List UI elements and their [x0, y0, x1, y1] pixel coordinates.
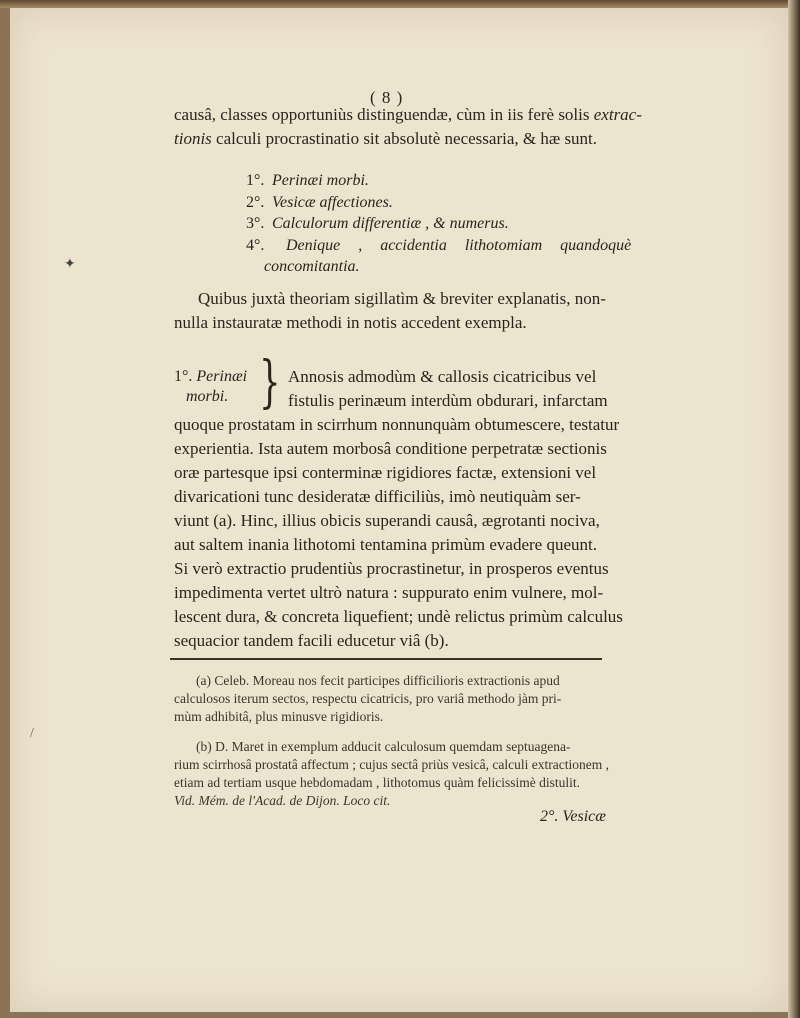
- margin-tick-icon: /: [30, 726, 34, 741]
- class-text: Calculorum differentiæ , & numerus.: [272, 215, 509, 232]
- catchword: 2°. Vesicæ: [540, 808, 606, 825]
- section-line-1: Annosis admodùm & callosis cicatricibus vel: [288, 367, 597, 386]
- footnote-b-line-1: (b) D. Maret in exemplum adducit calculosum quemdam septuagena-: [196, 739, 571, 754]
- section-line-8: aut saltem inania lithotomi tentamina primùm evadere queunt.: [174, 535, 597, 554]
- intro-line-1: [174, 104, 642, 126]
- section-line-3: quoque prostatam in scirrhum nonnunquàm obtumescere, testatur: [174, 415, 620, 434]
- class-item-2: [246, 194, 393, 212]
- section-label-line-1: [174, 366, 247, 388]
- class-num: 3°.: [246, 215, 265, 232]
- section-line-12: sequacior tandem facili educetur viâ (b).: [174, 631, 449, 650]
- footnote-b-line-3: etiam ad tertiam usque hebdomadam , lithotomus quàm felicissimè distulit.: [174, 775, 581, 790]
- class-text: Vesicæ affectiones.: [272, 194, 393, 211]
- brace-icon: }: [259, 350, 281, 415]
- section-line-11: lescent dura, & concreta liquefient; undè relictus primùm calculus: [174, 607, 623, 626]
- footnote-b-line-2: rium scirrhosâ prostatâ affectum ; cujus sectâ priùs vesicâ, calculi extractionem ,: [174, 757, 609, 772]
- section-line-10: impedimenta vertet ultrò natura : suppurato enim vulnere, mol-: [174, 583, 604, 602]
- class-num: 4°.: [246, 237, 265, 254]
- section-line-2: fistulis perinæum interdùm obdurari, infarctam: [288, 391, 608, 410]
- section-num: 1°.: [174, 368, 193, 385]
- book-spine: [788, 0, 800, 1018]
- intro-line-2: [174, 128, 597, 150]
- intro-italic: extrac-: [593, 105, 642, 124]
- class-text: Perinæi morbi.: [272, 172, 369, 189]
- top-edge: [0, 0, 800, 8]
- class-item-3: [246, 215, 509, 233]
- footnote-a-line-1: (a) Celeb. Moreau nos fecit participes difficilioris extractionis apud: [196, 673, 560, 688]
- class-num: 1°.: [246, 172, 265, 189]
- section-label-line-2: morbi.: [186, 388, 229, 405]
- section-line-7: viunt (a). Hinc, illius obicis superandi causâ, ægrotanti nociva,: [174, 511, 600, 530]
- class-item-4-cont: [264, 258, 360, 276]
- quibus-line-2: nulla instauratæ methodi in notis accedent exempla.: [174, 313, 527, 332]
- section-label: Perinæi: [196, 368, 248, 385]
- page-number: ( 8 ): [370, 88, 404, 107]
- footnote-separator: [170, 658, 602, 660]
- class-text: Denique , accidentia lithotomiam quandoquè: [286, 237, 632, 254]
- footnote-a-line-3: mùm adhibitâ, plus minusve rigidioris.: [174, 709, 384, 724]
- intro-italic: tionis: [174, 129, 212, 148]
- class-item-1: [246, 172, 369, 190]
- margin-mark-icon: ✦: [64, 257, 76, 272]
- footnote-a-line-2: calculosos iterum sectos, respectu cicatricis, pro variâ methodo jàm pri-: [174, 691, 562, 706]
- class-text: concomitantia.: [264, 258, 360, 275]
- class-num: 2°.: [246, 194, 265, 211]
- footnote-b-line-4: Vid. Mém. de l'Acad. de Dijon. Loco cit.: [174, 793, 391, 808]
- section-line-6: divaricationi tunc desideratæ difficiliùs, imò neutiquàm ser-: [174, 487, 581, 506]
- intro-text: calculi procrastinatio sit absolutè necessaria, & hæ sunt.: [211, 129, 598, 148]
- quibus-line-1: Quibus juxtà theoriam sigillatìm & breviter explanatis, non-: [198, 289, 606, 308]
- class-item-4: [246, 237, 631, 255]
- section-line-5: oræ partesque ipsi conterminæ rigidiores factæ, extensioni vel: [174, 463, 597, 482]
- section-line-4: experientia. Ista autem morbosâ conditione perpetratæ sectionis: [174, 439, 607, 458]
- section-line-9: Si verò extractio prudentiùs procrastinetur, in prosperos eventus: [174, 559, 609, 578]
- intro-text: causâ, classes opportuniùs distinguendæ, cùm in iis ferè solis: [174, 105, 594, 124]
